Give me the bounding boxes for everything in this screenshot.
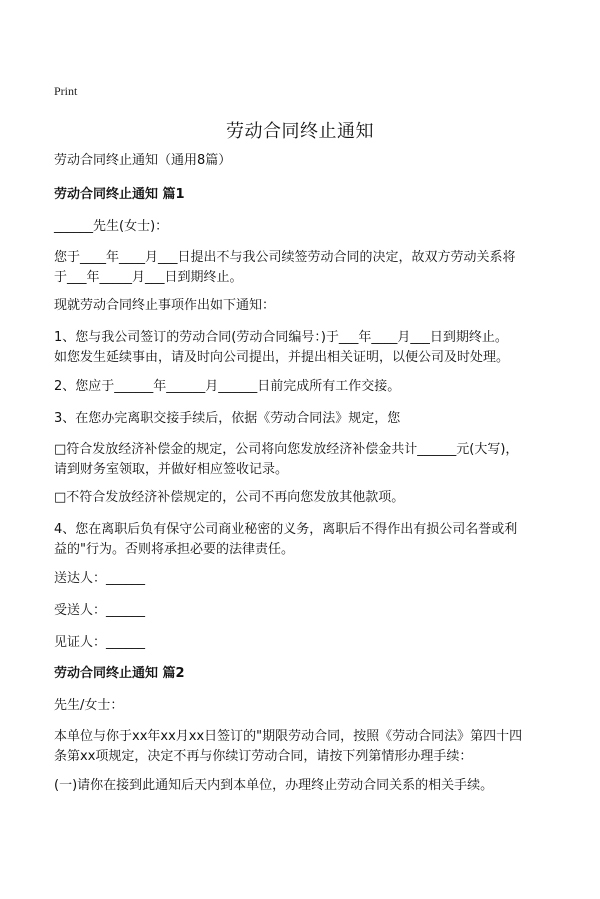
section1-option-eligible-line-2: 请到财务室领取，并做好相应签收记录。 <box>54 462 289 477</box>
section1-item-1-line-2: 如您发生延续事由，请及时向公司提出，并提出相关证明，以便公司及时处理。 <box>54 350 510 365</box>
section1-item-1-line-1: 1、您与我公司签订的劳动合同(劳动合同编号：)于___年____月___日到期终止。 <box>54 330 508 345</box>
section1-item-4-line-2: 益的"行为。否则将承担必要的法律责任。 <box>54 542 294 557</box>
receiver-line: 受送人：______ <box>54 603 146 618</box>
section1-option-ineligible: □不符合发放经济补偿规定的，公司不再向您发放其他款项。 <box>54 490 405 505</box>
section1-item-2: 2、您应于______年______月______日前完成所有工作交接。 <box>54 379 401 394</box>
section1-paragraph-1 <box>54 248 554 288</box>
section2-salutation: 先生/女士： <box>54 698 124 713</box>
section1-item-3: 3、在您办完离职交接手续后，依据《劳动合同法》规定，您 <box>54 411 401 426</box>
print-link[interactable]: Print <box>54 84 78 98</box>
section2-paragraph-1-line-1: 本单位与你于xx年xx月xx日签订的"期限劳动合同，按照《劳动合同法》第四十四 <box>54 729 523 744</box>
section1-heading: 劳动合同终止通知 篇1 <box>54 187 185 202</box>
section1-option-eligible-line-1: □符合发放经济补偿金的规定，公司将向您发放经济补偿金共计______元(大写)， <box>54 442 519 457</box>
section1-item-4 <box>54 520 554 560</box>
section1-item-4-line-1: 4、您在离职后负有保守公司商业秘密的义务，离职后不得作出有损公司名誉或利 <box>54 522 518 537</box>
section2-heading: 劳动合同终止通知 篇2 <box>54 666 185 681</box>
section1-paragraph-1-line-2: 于___年_____月___日到期终止。 <box>54 270 243 285</box>
witness-line: 见证人：______ <box>54 635 146 650</box>
document-subtitle: 劳动合同终止通知（通用8篇） <box>54 153 232 168</box>
section2-paragraph-1-line-2: 条第xx项规定，决定不再与你续订劳动合同，请按下列第情形办理手续： <box>54 749 473 764</box>
section1-option-eligible <box>54 440 554 480</box>
section2-paragraph-2: (一)请你在接到此通知后天内到本单位，办理终止劳动合同关系的相关手续。 <box>54 778 494 793</box>
section1-item-1 <box>54 328 554 368</box>
section1-paragraph-2: 现就劳动合同终止事项作出如下通知： <box>54 298 276 313</box>
section2-paragraph-1 <box>54 727 554 767</box>
sender-line: 送达人：______ <box>54 571 146 586</box>
section1-paragraph-1-line-1: 您于____年____月___日提出不与我公司续签劳动合同的决定，故双方劳动关系将 <box>54 250 516 265</box>
section1-salutation: ______先生(女士)： <box>54 219 169 234</box>
document-title: 劳动合同终止通知 <box>226 121 374 142</box>
